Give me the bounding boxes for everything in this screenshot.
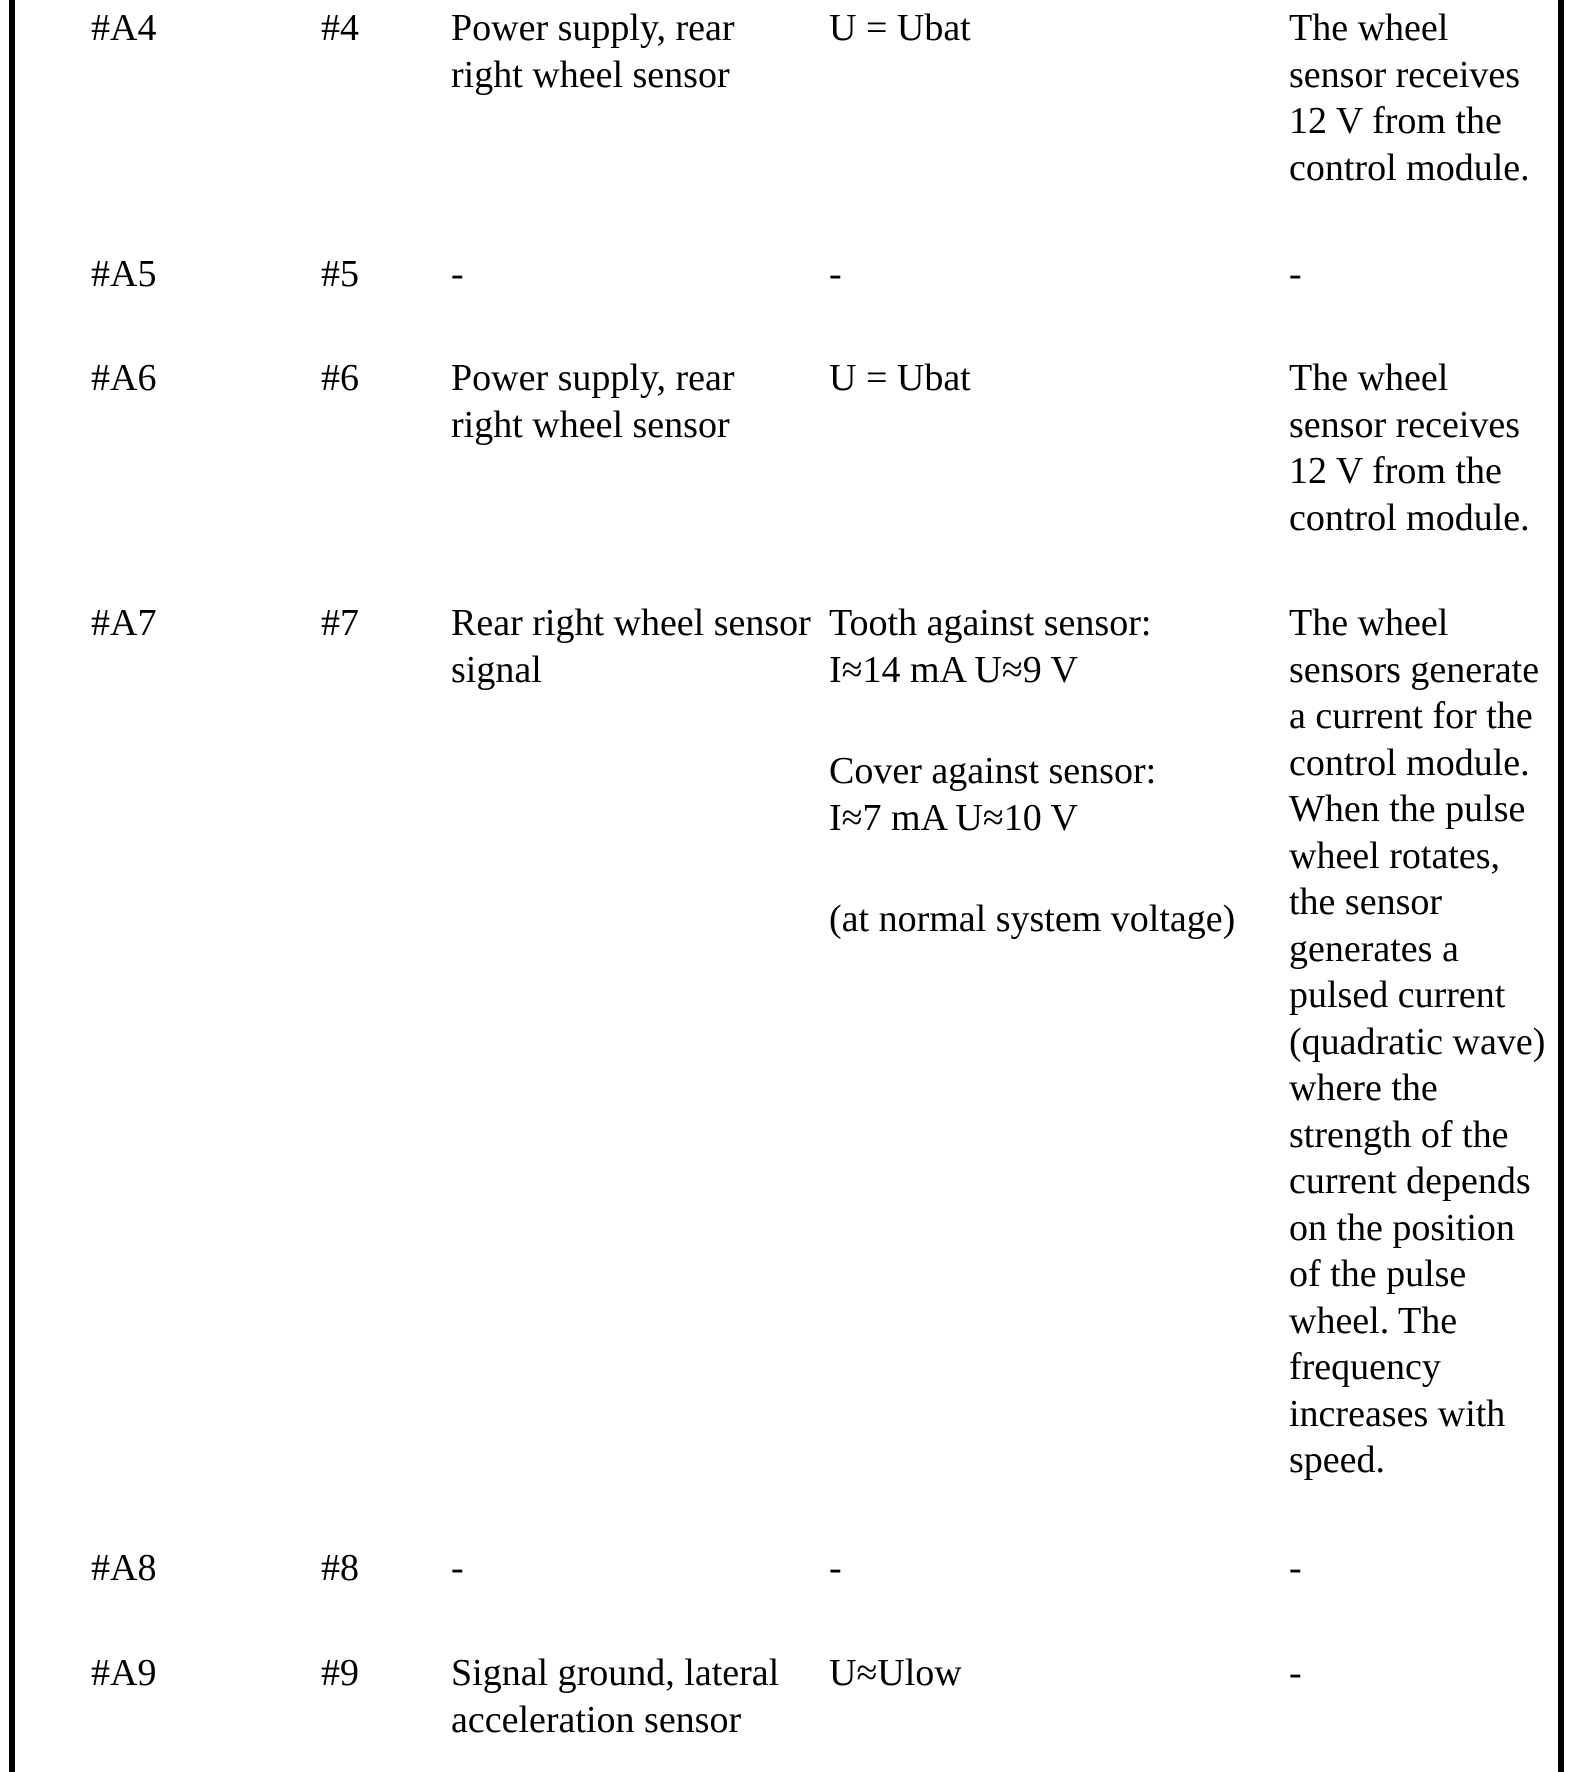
notes-line: frequency bbox=[1289, 1346, 1441, 1388]
description-cell bbox=[451, 251, 464, 298]
ref-cell: #A6 bbox=[91, 357, 157, 399]
description-cell bbox=[451, 355, 735, 448]
value-line: U = Ubat bbox=[829, 7, 971, 49]
value-cell bbox=[829, 251, 842, 298]
notes-line: speed. bbox=[1289, 1439, 1386, 1481]
value-line: I≈7 mA U≈10 V bbox=[829, 796, 1078, 839]
notes-line: - bbox=[1289, 1652, 1302, 1694]
notes-cell bbox=[1289, 5, 1530, 191]
value-line: (at normal system voltage) bbox=[829, 898, 1236, 940]
description-line: Signal ground, lateral bbox=[451, 1652, 780, 1694]
notes-line: where the bbox=[1289, 1067, 1438, 1109]
notes-line: wheel rotates, bbox=[1289, 834, 1501, 877]
notes-line: a current for the bbox=[1289, 695, 1533, 737]
value-cell bbox=[829, 600, 1235, 943]
ref-cell: #A5 bbox=[91, 253, 157, 295]
notes-line: The wheel bbox=[1289, 357, 1449, 399]
notes-line: current depends bbox=[1289, 1160, 1531, 1202]
notes-line: control module. bbox=[1289, 741, 1530, 784]
notes-line: strength of the bbox=[1289, 1113, 1509, 1156]
notes-cell bbox=[1289, 251, 1302, 298]
value-line: - bbox=[829, 253, 842, 295]
description-line: acceleration sensor bbox=[451, 1698, 742, 1741]
value-block bbox=[829, 748, 1235, 841]
notes-line: the sensor bbox=[1289, 881, 1443, 923]
value-line: Tooth against sensor: bbox=[829, 602, 1152, 644]
description-line: right wheel sensor bbox=[451, 403, 730, 446]
description-line: - bbox=[451, 253, 464, 295]
description-line: - bbox=[451, 1547, 464, 1589]
ref-cell: #A8 bbox=[91, 1547, 157, 1589]
notes-cell bbox=[1289, 355, 1530, 541]
pin-cell: #7 bbox=[321, 602, 359, 644]
notes-line: control module. bbox=[1289, 496, 1530, 539]
notes-line: - bbox=[1289, 1547, 1302, 1589]
description-cell bbox=[451, 1545, 464, 1592]
value-cell bbox=[829, 355, 971, 402]
description-line: Power supply, rear bbox=[451, 7, 735, 49]
description-cell bbox=[451, 5, 735, 98]
notes-cell bbox=[1289, 1545, 1302, 1592]
description-line: signal bbox=[451, 648, 542, 691]
notes-line: When the pulse bbox=[1289, 788, 1526, 830]
description-cell bbox=[451, 1650, 779, 1743]
value-line: - bbox=[829, 1547, 842, 1589]
table-left-border bbox=[9, 0, 15, 1772]
notes-line: generates a bbox=[1289, 927, 1459, 970]
ref-cell: #A9 bbox=[91, 1652, 157, 1694]
value-line: Cover against sensor: bbox=[829, 750, 1157, 792]
pin-cell: #9 bbox=[321, 1652, 359, 1694]
value-block bbox=[829, 600, 1235, 693]
notes-line: sensor receives bbox=[1289, 403, 1521, 446]
description-line: right wheel sensor bbox=[451, 53, 730, 96]
notes-line: (quadratic wave) bbox=[1289, 1020, 1546, 1063]
notes-line: - bbox=[1289, 253, 1302, 295]
pin-cell: #6 bbox=[321, 357, 359, 399]
description-line: Rear right wheel sensor bbox=[451, 602, 811, 644]
notes-line: control module. bbox=[1289, 146, 1530, 189]
value-block bbox=[829, 896, 1235, 943]
notes-line: The wheel bbox=[1289, 7, 1449, 49]
value-line: U = Ubat bbox=[829, 357, 971, 399]
description-line: Power supply, rear bbox=[451, 357, 735, 399]
notes-line: 12 V from the bbox=[1289, 450, 1502, 492]
value-cell bbox=[829, 5, 971, 52]
ref-cell: #A7 bbox=[91, 602, 157, 644]
notes-line: 12 V from the bbox=[1289, 100, 1502, 142]
notes-line: wheel. The bbox=[1289, 1299, 1458, 1342]
value-cell bbox=[829, 1545, 842, 1592]
table-right-border bbox=[1558, 0, 1564, 1772]
value-line: U≈Ulow bbox=[829, 1652, 962, 1694]
notes-cell bbox=[1289, 1650, 1302, 1697]
pin-cell: #8 bbox=[321, 1547, 359, 1589]
pin-cell: #4 bbox=[321, 7, 359, 49]
notes-line: of the pulse bbox=[1289, 1253, 1467, 1295]
ref-cell: #A4 bbox=[91, 7, 157, 49]
notes-cell bbox=[1289, 600, 1545, 1484]
notes-line: sensor receives bbox=[1289, 53, 1521, 96]
notes-line: sensors generate bbox=[1289, 648, 1540, 691]
notes-line: pulsed current bbox=[1289, 974, 1506, 1016]
notes-line: The wheel bbox=[1289, 602, 1449, 644]
pin-cell: #5 bbox=[321, 253, 359, 295]
value-line: I≈14 mA U≈9 V bbox=[829, 648, 1078, 691]
value-cell bbox=[829, 1650, 962, 1697]
description-cell bbox=[451, 600, 811, 693]
notes-line: on the position bbox=[1289, 1206, 1515, 1249]
notes-line: increases with bbox=[1289, 1392, 1506, 1435]
